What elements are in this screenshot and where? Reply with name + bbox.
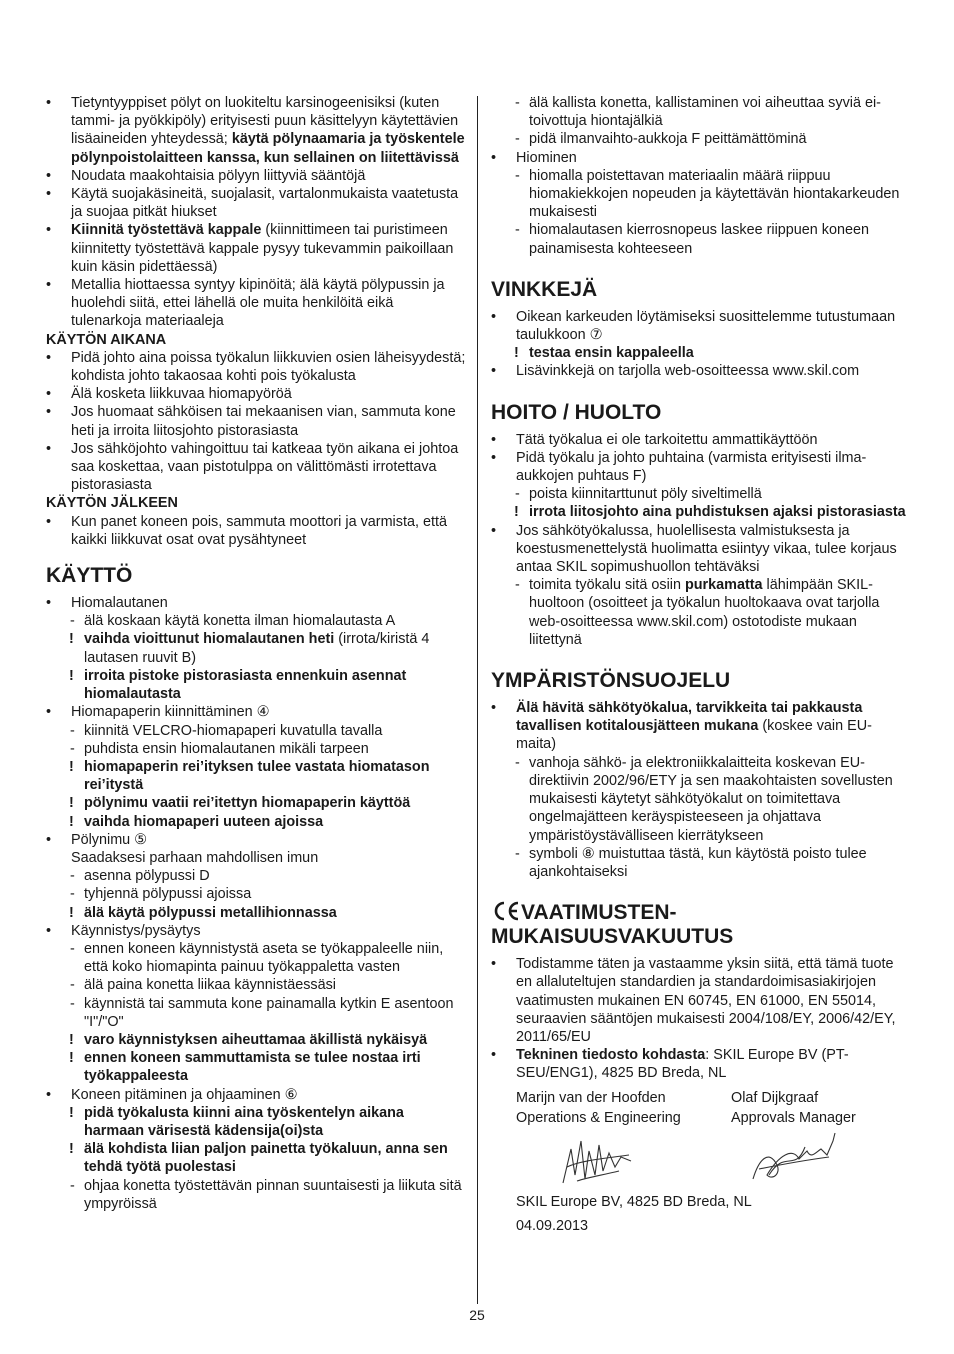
text-segment: Tekninen tiedosto kohdasta <box>516 1047 706 1064</box>
bullet-item <box>46 513 466 549</box>
section-heading <box>491 401 911 425</box>
text-segment: Älä hävitä sähkötyökalua, tarvikkeita tai pakkausta tavallisen kotitalousjätteen mukana <box>516 700 863 735</box>
text-segment: Noudata maakohtaisia pölyyn liittyviä sääntöjä <box>71 167 366 184</box>
bullet-item <box>491 362 911 380</box>
text-segment: toimita työkalu sitä osiin <box>529 577 685 594</box>
left-column <box>46 94 466 1213</box>
text-segment: irroita pistoke pistorasiasta ennenkuin asennat hiomalautasta <box>84 667 407 703</box>
subheading <box>46 494 466 512</box>
bullet-item <box>491 431 911 449</box>
dash-item <box>46 722 466 740</box>
bullet-item <box>46 185 466 221</box>
text-segment: Käytä suojakäsineitä, suojalasit, vartalonmukaista vaatetusta ja suojaa pitkät hiukset <box>71 186 459 221</box>
warning-item <box>46 1049 466 1085</box>
text-segment: Tätä työkalua ei ole tarkoitettu ammattikäyttöön <box>516 431 818 448</box>
signatory-2-name: Olaf Dijkgraaf <box>731 1089 819 1106</box>
text-segment: Metallia hiottaessa syntyy kipinöitä; älä käytä pölypussin ja huolehdi siitä, ettei lähellä ole muita henkilöitä eikä tulenarkoja materiaaleja <box>71 277 445 330</box>
text-segment: pidä ilmanvaihto-aukkoja F peittämättöminä <box>529 131 807 148</box>
text-segment: KÄYTÖN AIKANA <box>46 331 167 348</box>
bullet-item <box>46 94 466 167</box>
warning-item <box>46 1031 466 1049</box>
dash-item <box>491 485 911 503</box>
bullet-item <box>46 1086 466 1104</box>
text-segment: Pidä työkalu ja johto puhtaina (varmista erityisesti ilma-aukkojen puhtaus F) <box>516 449 867 485</box>
section-heading <box>46 564 466 588</box>
bullet-item <box>46 703 466 721</box>
bullet-item <box>491 522 911 577</box>
text-segment: Jos huomaat sähköisen tai mekaanisen vian, sammuta kone heti ja irroita liitosjohto pistorasiasta <box>71 404 456 439</box>
dash-item <box>46 612 466 630</box>
text-segment: kiinnitä VELCRO-hiomapaperi kuvatulla tavalla <box>84 722 383 739</box>
section-heading <box>491 278 911 302</box>
section-heading <box>491 901 911 949</box>
text-segment: asenna pölypussi D <box>84 868 210 885</box>
text-segment: Hiomapaperin kiinnittäminen ④ <box>71 704 270 721</box>
text-segment: ennen koneen sammuttamista se tulee nostaa irti työkappaleesta <box>84 1050 421 1085</box>
signature-date: 04.09.2013 <box>516 1217 589 1234</box>
text-segment: Jos sähkötyökalussa, huolellisesta valmistuksesta ja koestusmenettelystä huolimatta esiintyy vikaa, tulee korjaus antaa SKIL sopimushuollon tehtäväksi <box>516 522 897 576</box>
text-segment: hiomalla poistettavan materiaalin määrä riippuu hiomakiekkojen nopeuden ja käytettävän hiontakarkeuden mukaisesti <box>529 167 900 221</box>
warning-item <box>46 813 466 831</box>
text-segment: Todistamme täten ja vastaamme yksin siitä, että tämä tuote en allaluteltujen standardien ja standardoimisasiakirjojen vaatimusten mukainen EN 60745, EN 61000, EN 55014, seuraavien sääntöjen mukaisesti 2004/108/EY, 2006/42/EY, 2011/65/EU <box>516 956 896 1045</box>
text-segment: Tietyntyyppiset pölyt on luokiteltu karsinogeenisiksi (kuten tammi- ja pyökkipöly) erityisesti puun käsittelyyn käytettävien lisäaineiden yhteydessä; <box>71 95 459 148</box>
signatory-1-name: Marijn van der Hoofden <box>516 1089 666 1106</box>
text-segment: vanhoja sähkö- ja elektroniikkalaitteita koskevan EU-direktiivin 2002/96/ETY ja sen maakohtaisten sovellusten mukaisesti käytetyt sähkötyökalut on toimitettava ongelmajätteen keräyspisteeseen ja ohjattava ympäristöystävälliseen kierrätykseen <box>529 754 893 844</box>
text-segment: Hiomalautanen <box>71 595 168 612</box>
text-segment: (irrota/kiristä 4 lautasen ruuvit B) <box>84 631 430 666</box>
text-segment: ohjaa konetta työstettävän pinnan suuntaisesti ja liikuta sitä ympyröissä <box>84 1177 462 1212</box>
dash-item <box>491 94 911 130</box>
section-heading <box>491 669 911 693</box>
text-segment: puhdista ensin hiomalautanen mikäli tarpeen <box>84 740 369 757</box>
right-column <box>491 94 911 1265</box>
dash-item <box>491 754 911 845</box>
dash-item <box>491 130 911 148</box>
text-segment: Älä kosketa liikkuvaa hiomapyöröä <box>71 386 292 403</box>
bullet-item <box>491 308 911 344</box>
text-segment: älä koskaan käytä konetta ilman hiomalautasta A <box>84 613 396 630</box>
bullet-item <box>46 594 466 612</box>
page-number: 25 <box>469 1307 485 1323</box>
text-segment: hiomapaperin rei’ityksen tulee vastata hiomatason rei’itystä <box>84 758 430 794</box>
text-segment: varo käynnistyksen aiheuttamaa äkillistä nykäisyä <box>84 1031 428 1048</box>
text-segment: Pölynimu ⑤ <box>71 831 148 848</box>
text-segment: ennen koneen käynnistystä aseta se työkappaleelle niin, että koko hiomapinta painuu työkappaletta vasten <box>84 940 444 976</box>
subheading <box>46 331 466 349</box>
signature-1 <box>559 1131 635 1189</box>
text-segment: HOITO / HUOLTO <box>491 400 662 424</box>
bullet-item <box>46 922 466 940</box>
warning-item <box>491 344 911 362</box>
warning-item <box>46 630 466 666</box>
dash-item <box>491 167 911 222</box>
dash-item <box>46 995 466 1031</box>
text-segment: Jos sähköjohto vahingoittuu tai katkeaa työn aikana ei johtoa saa koskettaa, vaan pistotulppa on välittömästi irrotettava pistorasiasta <box>71 440 459 494</box>
warning-item <box>46 1104 466 1140</box>
signatory-1-title: Operations & Engineering <box>516 1109 681 1126</box>
text-segment: purkamatta <box>684 577 763 594</box>
text-segment: käynnistä tai sammuta kone painamalla kytkin E asentoon "I"/"O" <box>84 995 454 1030</box>
text-segment: Lisävinkkejä on tarjolla web-osoitteessa www.skil.com <box>516 363 860 380</box>
text-segment: vaihda hiomapaperi uuteen ajoissa <box>84 813 324 830</box>
signature-block <box>491 1089 911 1265</box>
bullet-item <box>491 699 911 754</box>
bullet-item <box>46 385 466 403</box>
warning-item <box>46 794 466 812</box>
warning-item <box>46 667 466 703</box>
text-segment: Pidä johto aina poissa työkalun liikkuvien osien läheisyydestä; kohdista johto takaosaa kohti pois työkalusta <box>71 349 466 385</box>
text-segment: älä paina konetta liikaa käynnistäessäsi <box>84 977 336 994</box>
text-segment: hiomalautasen kierrosnopeus laskee riippuen koneen painamisesta kohteeseen <box>529 222 869 257</box>
bullet-item <box>491 449 911 485</box>
text-segment: Hiominen <box>516 149 577 166</box>
text-segment: älä kallista konetta, kallistaminen voi aiheuttaa syviä ei-toivottuja hiontajälkiä <box>529 95 881 130</box>
text-segment: poista kiinnitarttunut pöly siveltimellä <box>529 486 762 503</box>
text-segment: VAATIMUSTEN- <box>521 901 677 925</box>
text-segment: Kun panet koneen pois, sammuta moottori ja varmista, että kaikki liikkuvat osat ovat pysähtyneet <box>71 513 447 548</box>
warning-item <box>491 503 911 521</box>
column-divider <box>477 96 478 1304</box>
warning-item <box>46 904 466 922</box>
text-segment: älä kohdista liian paljon painetta työkaluun, anna sen tehdä työtä puolestasi <box>84 1141 448 1176</box>
text-segment: (kiinnittimeen tai puristimeen kiinnitetty työstettävä kappale pysyy tukevammin paikoillaan kuin käsin pidettäessä) <box>71 222 454 275</box>
dash-item <box>46 740 466 758</box>
warning-item <box>46 758 466 794</box>
dash-item <box>491 221 911 257</box>
bullet-item <box>46 440 466 495</box>
bullet-item <box>46 349 466 385</box>
text-segment: VINKKEJÄ <box>491 277 598 301</box>
bullet-item <box>46 403 466 439</box>
text-segment: MUKAISUUSVAKUUTUS <box>491 925 734 949</box>
text-segment: Oikean karkeuden löytämiseksi suosittelemme tutustumaan taulukkoon ⑦ <box>516 308 896 344</box>
text-segment: Saadaksesi parhaan mahdollisen imun <box>71 849 319 866</box>
text-segment: käytä pölynaamaria ja työskentele pölynpoistolaitteen kanssa, kun sellainen on liitettävissä <box>71 131 465 166</box>
indented-paragraph <box>46 849 466 867</box>
dash-item <box>491 576 911 649</box>
text-segment: YMPÄRISTÖNSUOJELU <box>491 669 731 693</box>
ce-mark-icon <box>491 901 521 924</box>
bullet-item <box>46 831 466 849</box>
dash-item <box>46 976 466 994</box>
warning-item <box>46 1140 466 1176</box>
signature-2 <box>749 1129 839 1185</box>
text-segment: vaihda vioittunut hiomalautanen heti <box>84 631 335 648</box>
dash-item <box>491 845 911 881</box>
text-segment: testaa ensin kappaleella <box>529 345 694 362</box>
text-segment: älä käytä pölypussi metallihionnassa <box>84 904 337 921</box>
signatory-2-title: Approvals Manager <box>731 1109 856 1126</box>
signatory-company: SKIL Europe BV, 4825 BD Breda, NL <box>516 1193 752 1210</box>
text-segment: (koskee vain EU-maita) <box>516 718 872 753</box>
dash-item <box>46 940 466 976</box>
text-segment: KÄYTTÖ <box>46 564 133 588</box>
bullet-item <box>46 167 466 185</box>
text-segment: pidä työkalusta kiinni aina työskentelyn aikana harmaan värisestä kädensija(oi)sta <box>84 1104 404 1139</box>
bullet-item <box>491 955 911 1046</box>
text-segment: Käynnistys/pysäytys <box>71 922 201 939</box>
text-segment: pölynimu vaatii rei’itettyn hiomapaperin käyttöä <box>84 795 411 812</box>
bullet-item <box>46 221 466 276</box>
dash-item <box>46 1177 466 1213</box>
dash-item <box>46 885 466 903</box>
dash-item <box>46 867 466 885</box>
text-segment: : SKIL Europe BV (PT-SEU/ENG1), 4825 BD Breda, NL <box>516 1047 849 1082</box>
text-segment: Kiinnitä työstettävä kappale <box>71 222 262 239</box>
bullet-item <box>46 276 466 331</box>
bullet-item <box>491 149 911 167</box>
text-segment: lähimpään SKIL-huoltoon (osoitteet ja työkalun huoltokaava ovat tarjolla web-osoitteessa www.skil.com) ostotodiste mukaan liitettynä <box>529 577 880 648</box>
text-segment: tyhjennä pölypussi ajoissa <box>84 886 252 903</box>
text-segment: KÄYTÖN JÄLKEEN <box>46 495 178 512</box>
text-segment: irrota liitosjohto aina puhdistuksen ajaksi pistorasiasta <box>529 504 906 521</box>
text-segment: symboli ⑧ muistuttaa tästä, kun käytöstä poisto tulee ajankohtaiseksi <box>529 845 867 880</box>
bullet-item <box>491 1046 911 1082</box>
text-segment: Koneen pitäminen ja ohjaaminen ⑥ <box>71 1086 298 1103</box>
